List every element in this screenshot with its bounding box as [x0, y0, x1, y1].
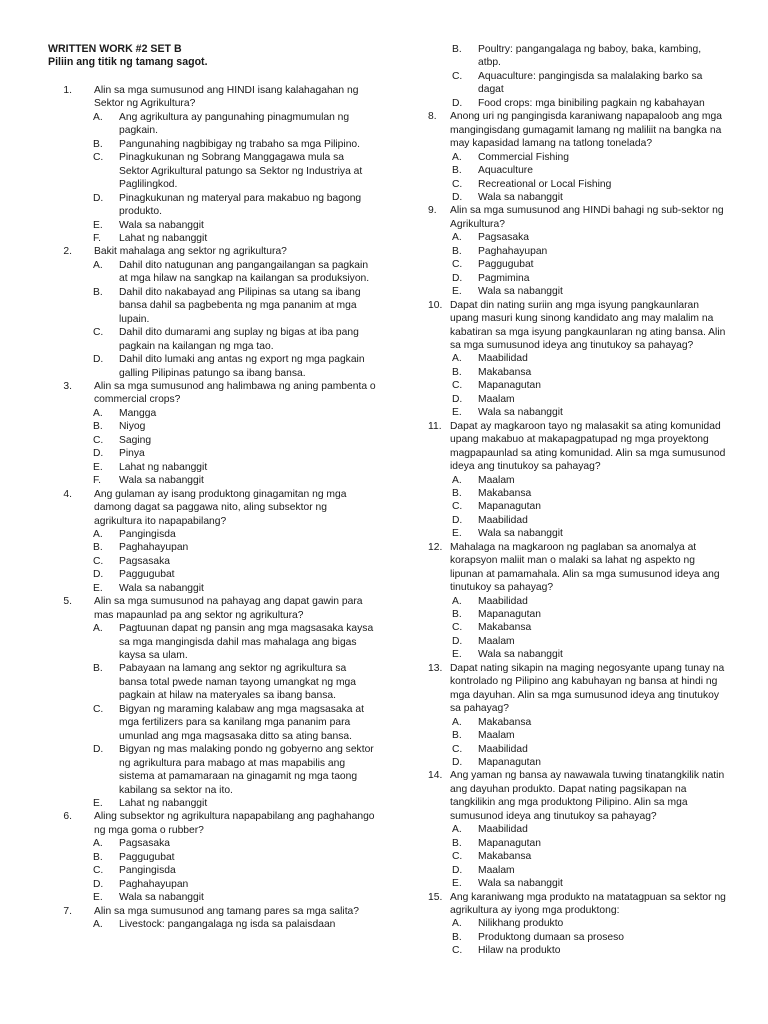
option-text: Wala sa nabanggit [478, 191, 563, 203]
option-letter: B. [452, 837, 462, 849]
answer-option [48, 232, 376, 245]
option-text: Poultry: pangangalaga ng baboy, baka, kambing, atbp. [478, 44, 702, 69]
option-letter: E. [93, 892, 103, 904]
answer-option [430, 487, 726, 500]
option-text: Wala sa nabanggit [478, 407, 563, 419]
worksheet-instruction: Piliin ang titik ng tamang sagot. [48, 56, 208, 68]
answer-options [48, 407, 376, 488]
option-letter: D. [452, 97, 463, 109]
answer-option [430, 43, 726, 70]
option-text: Mapanagutan [478, 501, 541, 513]
option-text: Niyog [119, 421, 146, 433]
question [48, 595, 376, 622]
answer-option [48, 797, 376, 810]
question-text: Alin sa mga sumusunod ang HINDI isang kalahagahan ng Sektor ng Agrikultura? [94, 85, 359, 110]
option-letter: C. [452, 851, 463, 863]
question-number: 12. [428, 541, 443, 553]
option-text: Makabansa [478, 366, 532, 378]
question-number: 13. [428, 662, 443, 674]
option-text: Bigyan ng mas malaking pondo ng gobyerno ang sektor ng agrikultura para mabago at mas mapabilis ang sistema at pamamaraan na ginagamit ng mga taong kabilang sa sektor na ito. [119, 744, 374, 796]
answer-option [430, 595, 726, 608]
answer-option [430, 837, 726, 850]
option-letter: C. [452, 259, 463, 271]
answer-option [48, 111, 376, 138]
option-text: Aquaculture: pangingisda sa malalaking barko sa dagat [478, 70, 703, 96]
question-number: 1. [63, 85, 72, 96]
option-text: Bigyan ng maraming kalabaw ang mga magsasaka at mga fertilizers para sa kanilang mga pananim para umunlad ang mga magsasaka ditto sa ating bansa. [119, 703, 364, 742]
option-text: Wala sa nabanggit [119, 582, 204, 594]
answer-option [48, 662, 376, 702]
question [48, 905, 376, 918]
question-text: Alin sa mga sumusunod ang HINDi bahagi ng sub-sektor ng Agrikultura? [450, 205, 724, 230]
answer-option [48, 259, 376, 286]
answer-option [48, 582, 376, 595]
option-text: Pagtuunan dapat ng pansin ang mga magsasaka kaysa sa mga mangingisda dahil mas mahalaga ang bigas kaysa sa ulam. [119, 623, 374, 662]
answer-option [48, 353, 376, 380]
option-letter: E. [452, 528, 462, 540]
option-text: Mapanagutan [478, 609, 541, 621]
question-text: Dapat din nating suriin ang mga isyung pangkaunlaran upang masuri kung sinong kandidato ang may malalim na kabatiran sa mga isyung pangkaunlaran ng ating bansa. Alin sa mga sumusunod ideya ang tinutukoy sa pahayag? [450, 299, 726, 351]
answer-option [430, 608, 726, 621]
option-letter: A. [452, 353, 462, 365]
option-text: Maalam [478, 474, 515, 486]
option-text: Lahat ng nabanggit [119, 232, 208, 244]
option-text: Paghahayupan [478, 245, 548, 257]
option-letter: B. [93, 851, 103, 863]
answer-option [48, 151, 376, 191]
option-letter: D. [452, 393, 463, 405]
question [430, 204, 726, 231]
option-letter: B. [93, 542, 103, 554]
option-letter: D. [93, 744, 104, 756]
answer-option [430, 621, 726, 634]
question [48, 245, 376, 258]
answer-option [48, 837, 376, 850]
answer-options [48, 622, 376, 810]
option-letter: B. [452, 165, 462, 177]
option-letter: B. [93, 421, 103, 433]
right-column [430, 43, 726, 958]
question-number: 7. [63, 905, 72, 917]
option-text: Wala sa nabanggit [119, 219, 204, 231]
option-letter: A. [452, 595, 462, 607]
option-text: Dahil dito dumarami ang suplay ng bigas at iba pang pagkain na kailangan ng mga tao. [119, 327, 359, 352]
option-letter: E. [93, 219, 103, 231]
question [430, 769, 726, 823]
answer-options [430, 917, 726, 957]
option-letter: C. [452, 945, 463, 957]
answer-option [48, 878, 376, 891]
option-text: Dahil dito lumaki ang antas ng export ng mga pagkain galling Pilipinas patungo sa ibang bansa. [119, 354, 365, 379]
option-text: Pabayaan na lamang ang sektor ng agrikultura sa bansa total pwede naman tayong umangkat ng mga pagkain at hilaw na materyales sa ibang bansa. [119, 663, 356, 702]
option-letter: A. [93, 259, 103, 271]
option-letter: C. [93, 434, 104, 446]
option-letter: A. [93, 919, 103, 931]
option-text: Maabilidad [478, 514, 528, 526]
option-text: Makabansa [478, 622, 532, 634]
option-text: Pinagkukunan ng Sobrang Manggagawa mula sa Sektor Agrikultural patungo sa Sektor ng Industriya at Paglilingkod. [119, 152, 363, 191]
question [430, 420, 726, 474]
question-text: Alin sa mga sumusunod na pahayag ang dapat gawin para mas mapaunlad pa ang sektor ng agrikultura? [94, 596, 363, 621]
option-text: Lahat ng nabanggit [119, 798, 208, 810]
option-text: Makabansa [478, 487, 532, 499]
question [430, 662, 726, 716]
option-letter: D. [452, 272, 463, 284]
option-letter: D. [93, 569, 104, 581]
option-letter: A. [452, 716, 462, 728]
option-text: Pangingisda [119, 865, 176, 877]
option-text: Pangingisda [119, 528, 176, 540]
option-text: Pagsasaka [119, 838, 170, 850]
option-letter: A. [452, 151, 462, 163]
option-text: Nilikhang produkto [478, 918, 564, 930]
option-letter: A. [452, 918, 462, 930]
option-text: Paghahayupan [119, 878, 189, 890]
option-text: Maalam [478, 393, 515, 405]
option-letter: E. [93, 798, 103, 810]
option-text: Wala sa nabanggit [119, 892, 204, 904]
answer-option [48, 447, 376, 460]
answer-option [430, 850, 726, 863]
question-text: Dapat ay magkaroon tayo ng malasakit sa ating komunidad upang makabuo at makapagpatupad ng mga proyektong magpapaunlad sa ating komunidad. Alin sa mga sumusunod ideya ang tinutukoy sa pahayag? [450, 420, 726, 473]
option-text: Wala sa nabanggit [478, 649, 563, 661]
answer-option [48, 407, 376, 420]
answer-option [430, 151, 726, 164]
option-text: Maabilidad [478, 743, 528, 755]
answer-options [430, 231, 726, 298]
option-text: Aquaculture [478, 165, 533, 177]
question-number: 15. [428, 891, 443, 903]
option-text: Hilaw na produkto [478, 945, 561, 957]
option-letter: D. [93, 354, 104, 366]
option-letter: B. [93, 663, 103, 675]
question-text: Ang karaniwang mga produkto na matatagpuan sa sektor ng agrikultura ay iyong mga produktong: [450, 891, 726, 916]
question [430, 299, 726, 353]
option-letter: B. [452, 609, 462, 621]
question [48, 380, 376, 407]
option-letter: D. [452, 514, 463, 526]
option-letter: D. [452, 635, 463, 647]
option-text: Maalam [478, 635, 515, 647]
question-number: 2. [63, 246, 72, 258]
question-number: 9. [428, 205, 437, 217]
worksheet-header [48, 43, 388, 69]
option-letter: D. [93, 878, 104, 890]
option-letter: C. [93, 865, 104, 877]
answer-options [430, 151, 726, 205]
option-letter: E. [93, 461, 103, 473]
answer-option [430, 164, 726, 177]
answer-options [48, 918, 376, 931]
option-letter: A. [93, 623, 103, 635]
answer-option [430, 917, 726, 930]
question-number: 5. [63, 596, 72, 608]
option-text: Maabilidad [478, 353, 528, 365]
question-text: Mahalaga na magkaroon ng paglaban sa anomalya at korapsyon maliit man o malaki sa lahat ng aspekto ng lipunan at pamamahala. Alin sa mga sumusunod ideya ang tinutukoy sa pahayag? [450, 541, 720, 594]
option-letter: C. [93, 327, 104, 339]
answer-option [430, 245, 726, 258]
option-text: Wala sa nabanggit [478, 286, 563, 298]
option-letter: C. [452, 622, 463, 634]
answer-option [48, 219, 376, 232]
option-text: Commercial Fishing [478, 151, 569, 163]
worksheet-title: WRITTEN WORK #2 SET B [48, 43, 182, 55]
answer-option [48, 743, 376, 797]
option-letter: D. [93, 192, 104, 204]
answer-option [48, 622, 376, 662]
option-text: Maalam [478, 730, 515, 742]
answer-options [48, 111, 376, 246]
answer-option [430, 352, 726, 365]
answer-options [430, 352, 726, 419]
answer-option [430, 393, 726, 406]
option-letter: A. [452, 824, 462, 836]
option-letter: E. [452, 286, 462, 298]
answer-option [48, 420, 376, 433]
question-number: 10. [428, 299, 443, 311]
option-text: Makabansa [478, 851, 532, 863]
answer-option [48, 528, 376, 541]
option-letter: C. [93, 703, 104, 715]
answer-option [48, 918, 376, 931]
answer-options [430, 595, 726, 662]
option-text: Maabilidad [478, 824, 528, 836]
option-letter: D. [452, 757, 463, 769]
answer-option [48, 474, 376, 487]
answer-options [48, 837, 376, 904]
option-letter: A. [93, 838, 103, 850]
option-text: Ang agrikultura ay pangunahing pinagmumulan ng pagkain. [119, 111, 350, 137]
option-text: Mapanagutan [478, 380, 541, 392]
answer-options-continued [430, 43, 726, 110]
question-text: Ang yaman ng bansa ay nawawala tuwing tinatangkilik natin ang dayuhan produkto. Dapat nating pagsikapan na tangkilikin ang mga produktong Pilipino. Alin sa mga sumusunod ideya ang tinutukoy sa pahayag? [450, 770, 725, 822]
question [430, 891, 726, 918]
answer-option [430, 272, 726, 285]
option-text: Makabansa [478, 716, 532, 728]
answer-option [430, 756, 726, 769]
option-letter: C. [93, 152, 104, 164]
option-letter: A. [93, 111, 103, 123]
option-letter: C. [452, 380, 463, 392]
option-letter: C. [452, 501, 463, 513]
answer-option [430, 729, 726, 742]
answer-option [430, 877, 726, 890]
question-text: Anong uri ng pangingisda karaniwang napapaloob ang mga mangingisdang gumagamit lamang ng maliliit na bangka na may kapasidad lamang na tatlong tonelada? [450, 111, 722, 150]
question-number: 8. [428, 111, 437, 123]
option-letter: E. [452, 649, 462, 661]
option-text: Wala sa nabanggit [478, 528, 563, 540]
option-letter: B. [452, 366, 462, 378]
option-letter: E. [93, 582, 103, 594]
option-text: Paghahayupan [119, 542, 189, 554]
question [430, 541, 726, 595]
answer-option [48, 434, 376, 447]
answer-options [48, 528, 376, 595]
answer-option [48, 138, 376, 151]
answer-option [48, 541, 376, 554]
option-letter: A. [93, 407, 103, 419]
answer-option [430, 258, 726, 271]
answer-option [430, 231, 726, 244]
option-letter: A. [452, 232, 462, 244]
answer-option [48, 286, 376, 326]
option-text: Pangunahing nagbibigay ng trabaho sa mga Pilipino. [119, 138, 361, 150]
question-text: Dapat nating sikapin na maging negosyante upang tunay na kontrolado ng Pilipino ang kabuhayan ng bansa at hindi ng mga dayuhan. Alin sa mga sumusunod ideya ang tinutukoy sa pahayag? [450, 662, 725, 715]
option-letter: A. [452, 474, 462, 486]
option-letter: E. [452, 407, 462, 419]
option-text: Wala sa nabanggit [119, 475, 204, 487]
answer-option [48, 851, 376, 864]
option-text: Pagsasaka [119, 555, 170, 567]
answer-option [430, 474, 726, 487]
option-letter: F. [93, 232, 102, 244]
question-text: Alin sa mga sumusunod ang halimbawa ng aning pambenta o commercial crops? [94, 380, 376, 406]
question-text: Aling subsektor ng agrikultura napapabilang ang paghahango ng mga goma o rubber? [94, 811, 375, 836]
option-text: Saging [119, 434, 152, 446]
option-text: Recreational or Local Fishing [478, 178, 612, 190]
option-letter: C. [452, 70, 463, 82]
answer-option [430, 931, 726, 944]
option-text: Livestock: pangangalaga ng isda sa palaisdaan [119, 919, 336, 931]
question [48, 810, 376, 837]
answer-option [430, 743, 726, 756]
option-text: Dahil dito nakabayad ang Pilipinas sa utang sa ibang bansa dahil sa pagbebenta ng mga pananim at mga lupain. [119, 286, 361, 325]
option-text: Pinya [119, 448, 145, 460]
answer-options [430, 474, 726, 541]
question [48, 488, 376, 528]
option-text: Dahil dito natugunan ang pangangailangan sa pagkain at mga hilaw na sangkap na kailangan sa produksiyon. [119, 259, 370, 285]
answer-option [430, 944, 726, 957]
option-letter: A. [93, 528, 103, 540]
answer-option [430, 97, 726, 110]
answer-option [48, 192, 376, 219]
option-letter: D. [93, 448, 104, 460]
option-letter: D. [452, 191, 463, 203]
answer-option [430, 406, 726, 419]
question-number: 6. [63, 811, 72, 823]
answer-option [430, 864, 726, 877]
option-letter: D. [452, 864, 463, 876]
answer-option [48, 891, 376, 904]
answer-option [48, 461, 376, 474]
option-text: Produktong dumaan sa proseso [478, 931, 624, 943]
option-text: Paggugubat [119, 569, 175, 581]
question [48, 84, 376, 111]
question-text: Alin sa mga sumusunod ang tamang pares sa mga salita? [94, 905, 360, 917]
option-text: Lahat ng nabanggit [119, 461, 208, 473]
question-text: Bakit mahalaga ang sektor ng agrikultura? [94, 246, 287, 258]
answer-option [430, 366, 726, 379]
answer-option [48, 326, 376, 353]
answer-option [430, 635, 726, 648]
answer-option [430, 70, 726, 97]
option-text: Wala sa nabanggit [478, 878, 563, 890]
answer-options [48, 259, 376, 380]
option-letter: C. [452, 178, 463, 190]
option-letter: F. [93, 475, 102, 487]
answer-option [48, 703, 376, 743]
option-text: Mapanagutan [478, 757, 541, 769]
option-text: Food crops: mga binibiling pagkain ng kabahayan [478, 97, 705, 109]
option-text: Pagsasaka [478, 232, 529, 244]
option-text: Pinagkukunan ng materyal para makabuo ng bagong produkto. [119, 192, 362, 218]
answer-option [430, 716, 726, 729]
answer-option [430, 823, 726, 836]
option-text: Paggugubat [478, 259, 534, 271]
question-number: 11. [428, 420, 442, 432]
answer-option [48, 864, 376, 877]
answer-option [430, 178, 726, 191]
answer-option [430, 191, 726, 204]
question-number: 3. [63, 380, 72, 392]
answer-option [430, 285, 726, 298]
option-letter: B. [452, 730, 462, 742]
answer-options [430, 823, 726, 890]
option-text: Paggugubat [119, 851, 175, 863]
answer-option [430, 648, 726, 661]
option-letter: B. [452, 931, 462, 943]
option-letter: B. [452, 44, 462, 55]
option-text: Pagmimina [478, 272, 530, 284]
option-letter: C. [93, 555, 104, 567]
option-letter: E. [452, 878, 462, 890]
option-text: Mapanagutan [478, 837, 541, 849]
answer-option [430, 514, 726, 527]
question [430, 110, 726, 150]
option-letter: B. [452, 245, 462, 257]
option-text: Maabilidad [478, 595, 528, 607]
option-letter: B. [452, 487, 462, 499]
question-number: 4. [63, 488, 72, 500]
answer-option [430, 379, 726, 392]
question-text: Ang gulaman ay isang produktong ginagamitan ng mga damong dagat sa paggawa nito, aling subsektor ng agrikultura ito napapabilang? [94, 488, 347, 527]
answer-option [430, 500, 726, 513]
answer-options [430, 716, 726, 770]
option-letter: C. [452, 743, 463, 755]
option-letter: B. [93, 138, 103, 150]
question-number: 14. [428, 770, 443, 782]
option-text: Maalam [478, 864, 515, 876]
left-column [48, 84, 376, 932]
option-text: Mangga [119, 407, 157, 419]
answer-option [430, 527, 726, 540]
option-letter: B. [93, 286, 103, 298]
answer-option [48, 568, 376, 581]
answer-option [48, 555, 376, 568]
